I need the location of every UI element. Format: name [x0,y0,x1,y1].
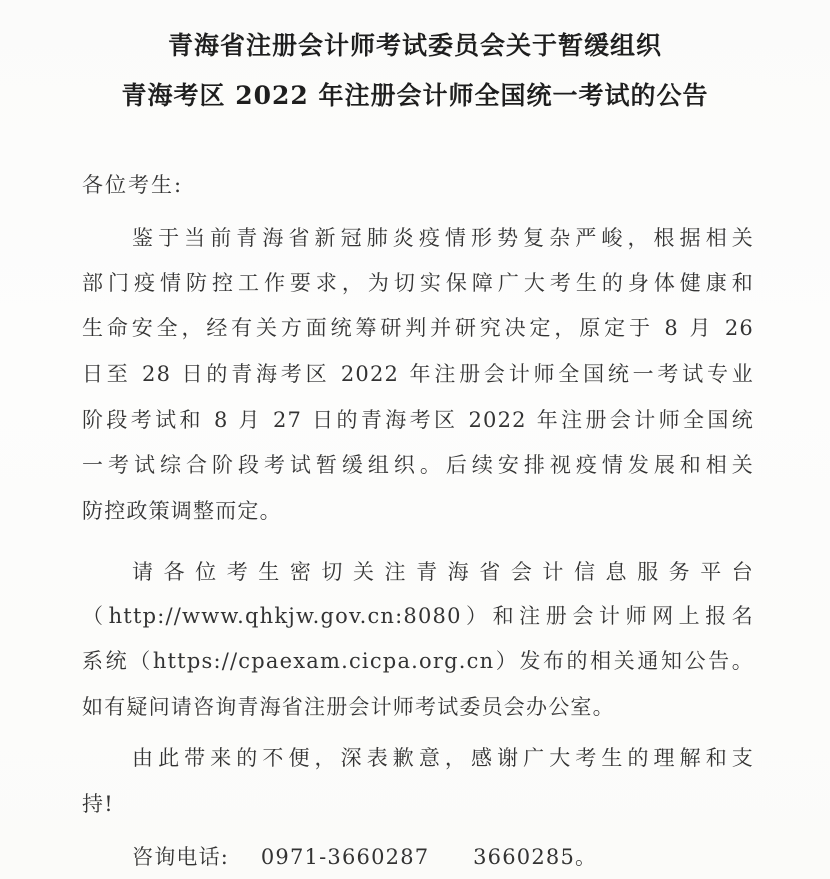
contact-phone-2: 3660285。 [473,845,598,869]
paragraph-1-line: 防控政策调整而定。 [82,499,282,523]
paragraph-2-line: 如有疑问请咨询青海省注册会计师考试委员会办公室。 [82,695,615,719]
paragraph-1-line: 日至 28 日的青海考区 2022 年注册会计师全国统一考试专业 [82,362,754,386]
paragraph-3-line: 持! [82,792,114,816]
paragraph-1-line: 鉴于当前青海省新冠肺炎疫情形势复杂严峻，根据相关 [132,226,754,250]
paragraph-2-line: 请各位考生密切关注青海省会计信息服务平台 [132,560,754,584]
contact-label: 咨询电话: [132,845,230,869]
paragraph-2-line: 系统（https://cpaexam.cicpa.org.cn）发布的相关通知公告。 [82,649,754,673]
contact-phone-1: 0971-3660287 [260,845,430,869]
paragraph-3-line: 由此带来的不便，深表歉意，感谢广大考生的理解和支 [132,746,754,770]
paragraph-1-line: 生命安全，经有关方面统筹研判并研究决定，原定于 8 月 26 [82,316,754,340]
paragraph-1-line: 阶段考试和 8 月 27 日的青海考区 2022 年注册会计师全国统 [82,408,754,432]
notice-title-line-1: 青海省注册会计师考试委员会关于暂缓组织 [167,31,662,60]
contact-line [132,842,754,872]
greeting: 各位考生: [82,173,184,197]
paragraph-2-line: （http://www.qhkjw.gov.cn:8080）和注册会计师网上报名 [82,604,754,628]
notice-title-line-2: 青海考区 2022 年注册会计师全国统一考试的公告 [121,81,709,110]
paragraph-1-line: 部门疫情防控工作要求，为切实保障广大考生的身体健康和 [82,271,754,295]
paragraph-1-line: 一考试综合阶段考试暂缓组织。后续安排视疫情发展和相关 [82,453,754,477]
